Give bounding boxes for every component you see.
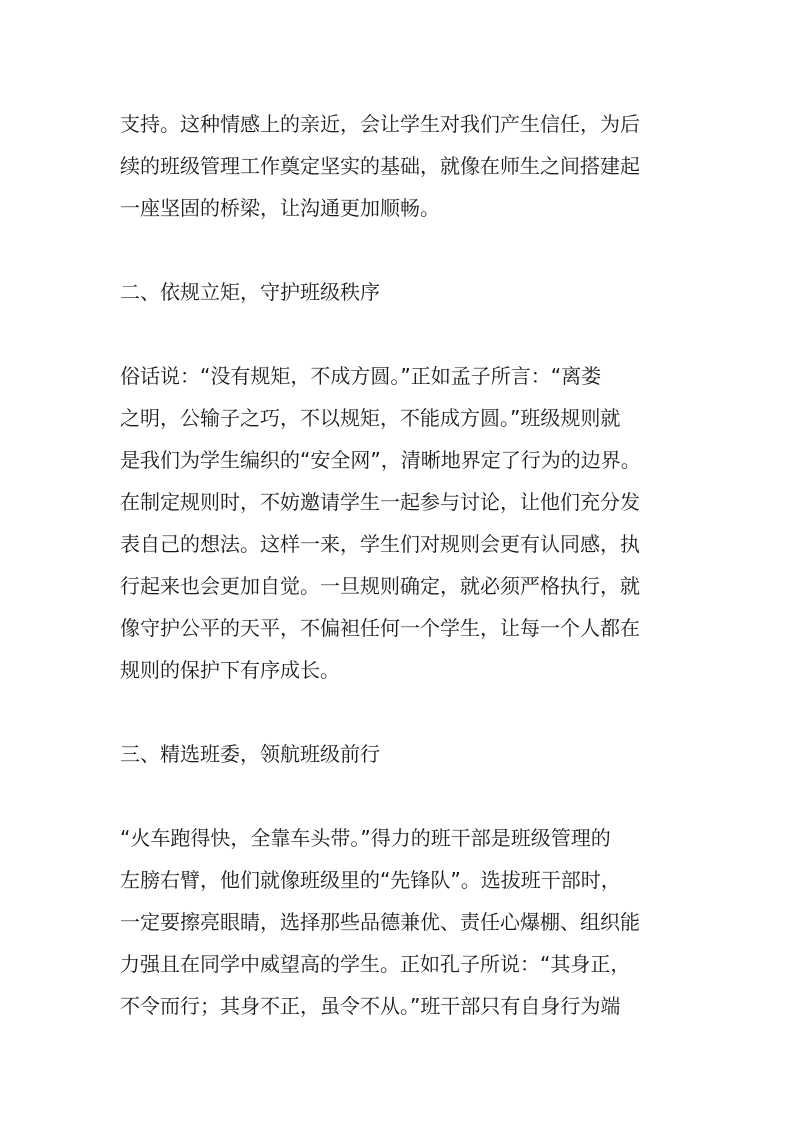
paragraph-1-line-1: 支持。这种情感上的亲近，会让学生对我们产生信任，为后: [120, 112, 640, 136]
paragraph-2-line-4: 在制定规则时，不妨邀请学生一起参与讨论，让他们充分发: [120, 490, 640, 514]
paragraph-2-line-5: 表自己的想法。这样一来，学生们对规则会更有认同感，执: [120, 532, 640, 556]
section-heading-3: 三、精选班委，领航班级前行: [120, 742, 380, 766]
paragraph-3-line-3: 一定要擦亮眼睛，选择那些品德兼优、责任心爆棚、组织能: [120, 910, 640, 934]
paragraph-2-line-2: 之明，公输子之巧，不以规矩，不能成方圆。”班级规则就: [120, 406, 621, 430]
paragraph-2-line-8: 规则的保护下有序成长。: [120, 658, 340, 682]
section-heading-2: 二、依规立矩，守护班级秩序: [120, 280, 380, 304]
paragraph-3-line-2: 左膀右臂，他们就像班级里的“先锋队”。选拔班干部时，: [120, 868, 621, 892]
paragraph-3-line-1: “火车跑得快，全靠车头带。”得力的班干部是班级管理的: [120, 826, 611, 850]
paragraph-1-line-3: 一座坚固的桥梁，让沟通更加顺畅。: [120, 196, 440, 220]
paragraph-2-line-1: 俗话说：“没有规矩，不成方圆。”正如孟子所言：“离娄: [120, 364, 602, 388]
paragraph-1-line-2: 续的班级管理工作奠定坚实的基础，就像在师生之间搭建起: [120, 154, 640, 178]
paragraph-2-line-7: 像守护公平的天平，不偏袒任何一个学生，让每一个人都在: [120, 616, 640, 640]
paragraph-2-line-6: 行起来也会更加自觉。一旦规则确定，就必须严格执行，就: [120, 574, 640, 598]
paragraph-2-line-3: 是我们为学生编织的“安全网”，清晰地界定了行为的边界。: [120, 448, 641, 472]
paragraph-3-line-4: 力强且在同学中威望高的学生。正如孔子所说：“其身正，: [120, 952, 631, 976]
paragraph-3-line-5: 不令而行；其身不正，虽令不从。”班干部只有自身行为端: [120, 994, 621, 1018]
